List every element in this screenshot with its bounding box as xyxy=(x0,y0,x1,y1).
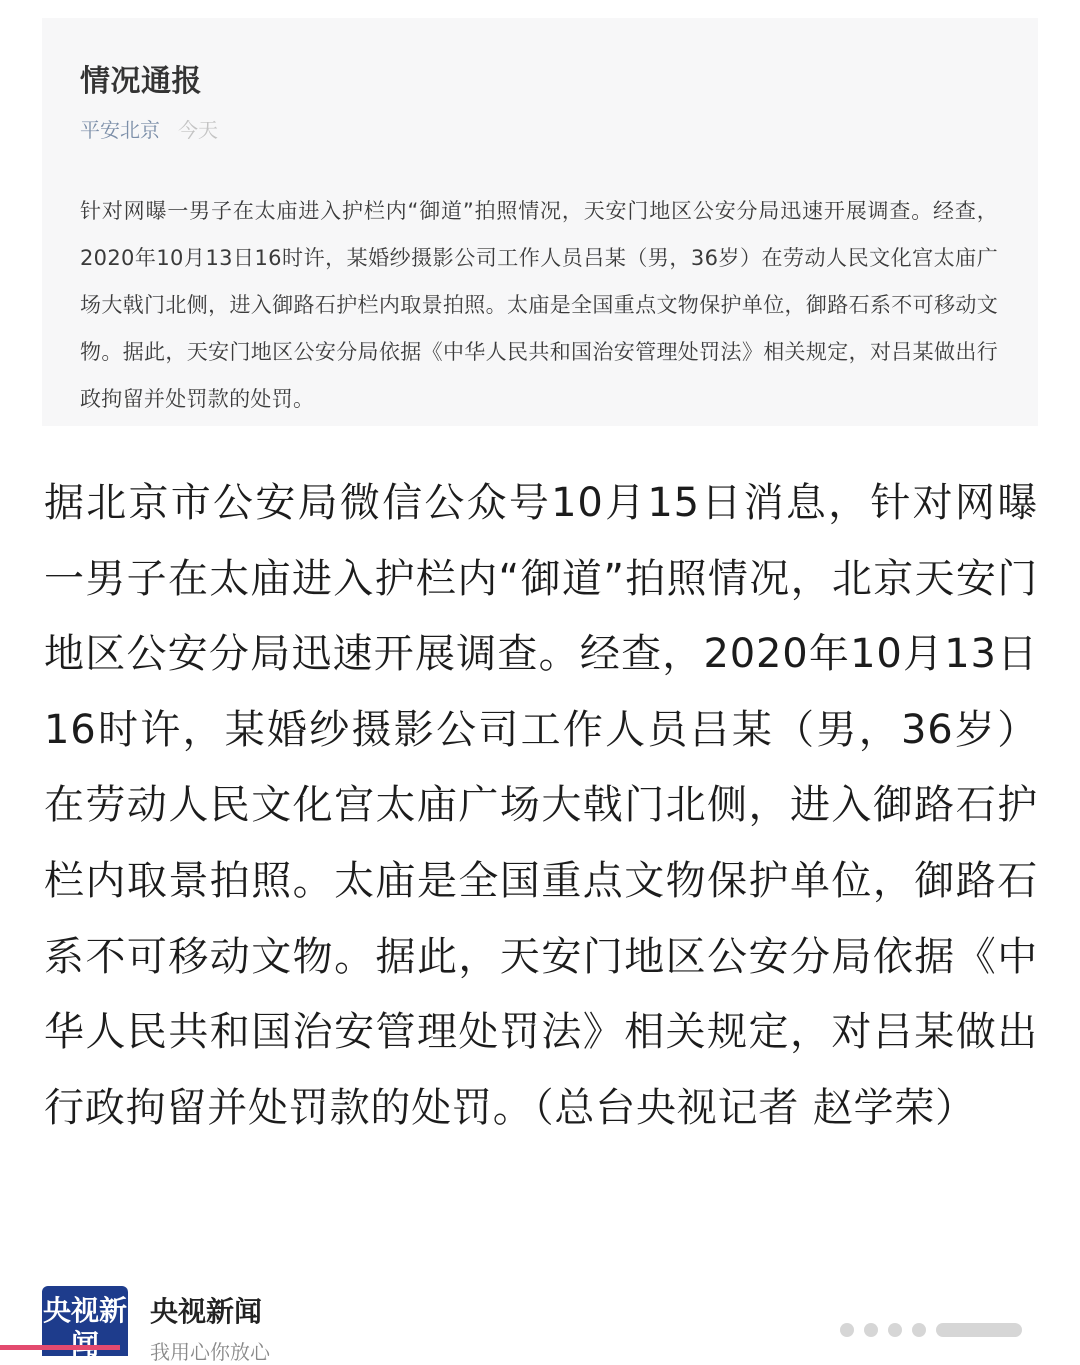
notice-source[interactable]: 平安北京 xyxy=(80,118,160,142)
notice-title: 情况通报 xyxy=(80,64,202,99)
author-subtitle: 我用心你放心 xyxy=(150,1340,270,1364)
bottom-accent-strip xyxy=(0,1345,120,1350)
page-dot-active xyxy=(936,1323,1022,1337)
notice-date: 今天 xyxy=(178,118,218,142)
page-dot xyxy=(912,1323,926,1337)
page-dot xyxy=(840,1323,854,1337)
author-avatar[interactable]: 央视新 xyxy=(42,1286,128,1356)
article-body: 据北京市公安局微信公众号10月15日消息，针对网曝一男子在太庙进入护栏内“御道”拍照情况，北京天安门地区公安分局迅速开展调查。经查，2020年10月13日16时许，某婚纱摄影公司工作人员吕某（男，36岁）在劳动人民文化宫太庙广场大戟门北侧，进入御路石护栏内取景拍照。太庙是全国重点文物保护单位，御路石系不可移动文物。据此，天安门地区公安分局依据《中华人民共和国治安管理处罚法》相关规定，对吕某做出行政拘留并处罚款的处罚。（总台央视记者 赵学荣） xyxy=(44,480,1038,1131)
image-page-indicator xyxy=(840,1322,1022,1338)
page-dot xyxy=(864,1323,878,1337)
author-name[interactable]: 央视新闻 xyxy=(150,1295,263,1328)
author-bar[interactable] xyxy=(42,1284,1042,1364)
notice-body: 针对网曝一男子在太庙进入护栏内“御道”拍照情况，天安门地区公安分局迅速开展调查。经查，2020年10月13日16时许，某婚纱摄影公司工作人员吕某（男，36岁）在劳动人民文化宫太庙广场大戟门北侧，进入御路石护栏内取景拍照。太庙是全国重点文物保护单位，御路石系不可移动文物。据此，天安门地区公安分局依据《中华人民共和国治安管理处罚法》相关规定，对吕某做出行政拘留并处罚款的处罚。 xyxy=(80,199,998,411)
page-dot xyxy=(888,1323,902,1337)
notice-meta xyxy=(80,114,218,143)
notice-screenshot-card xyxy=(42,18,1038,426)
